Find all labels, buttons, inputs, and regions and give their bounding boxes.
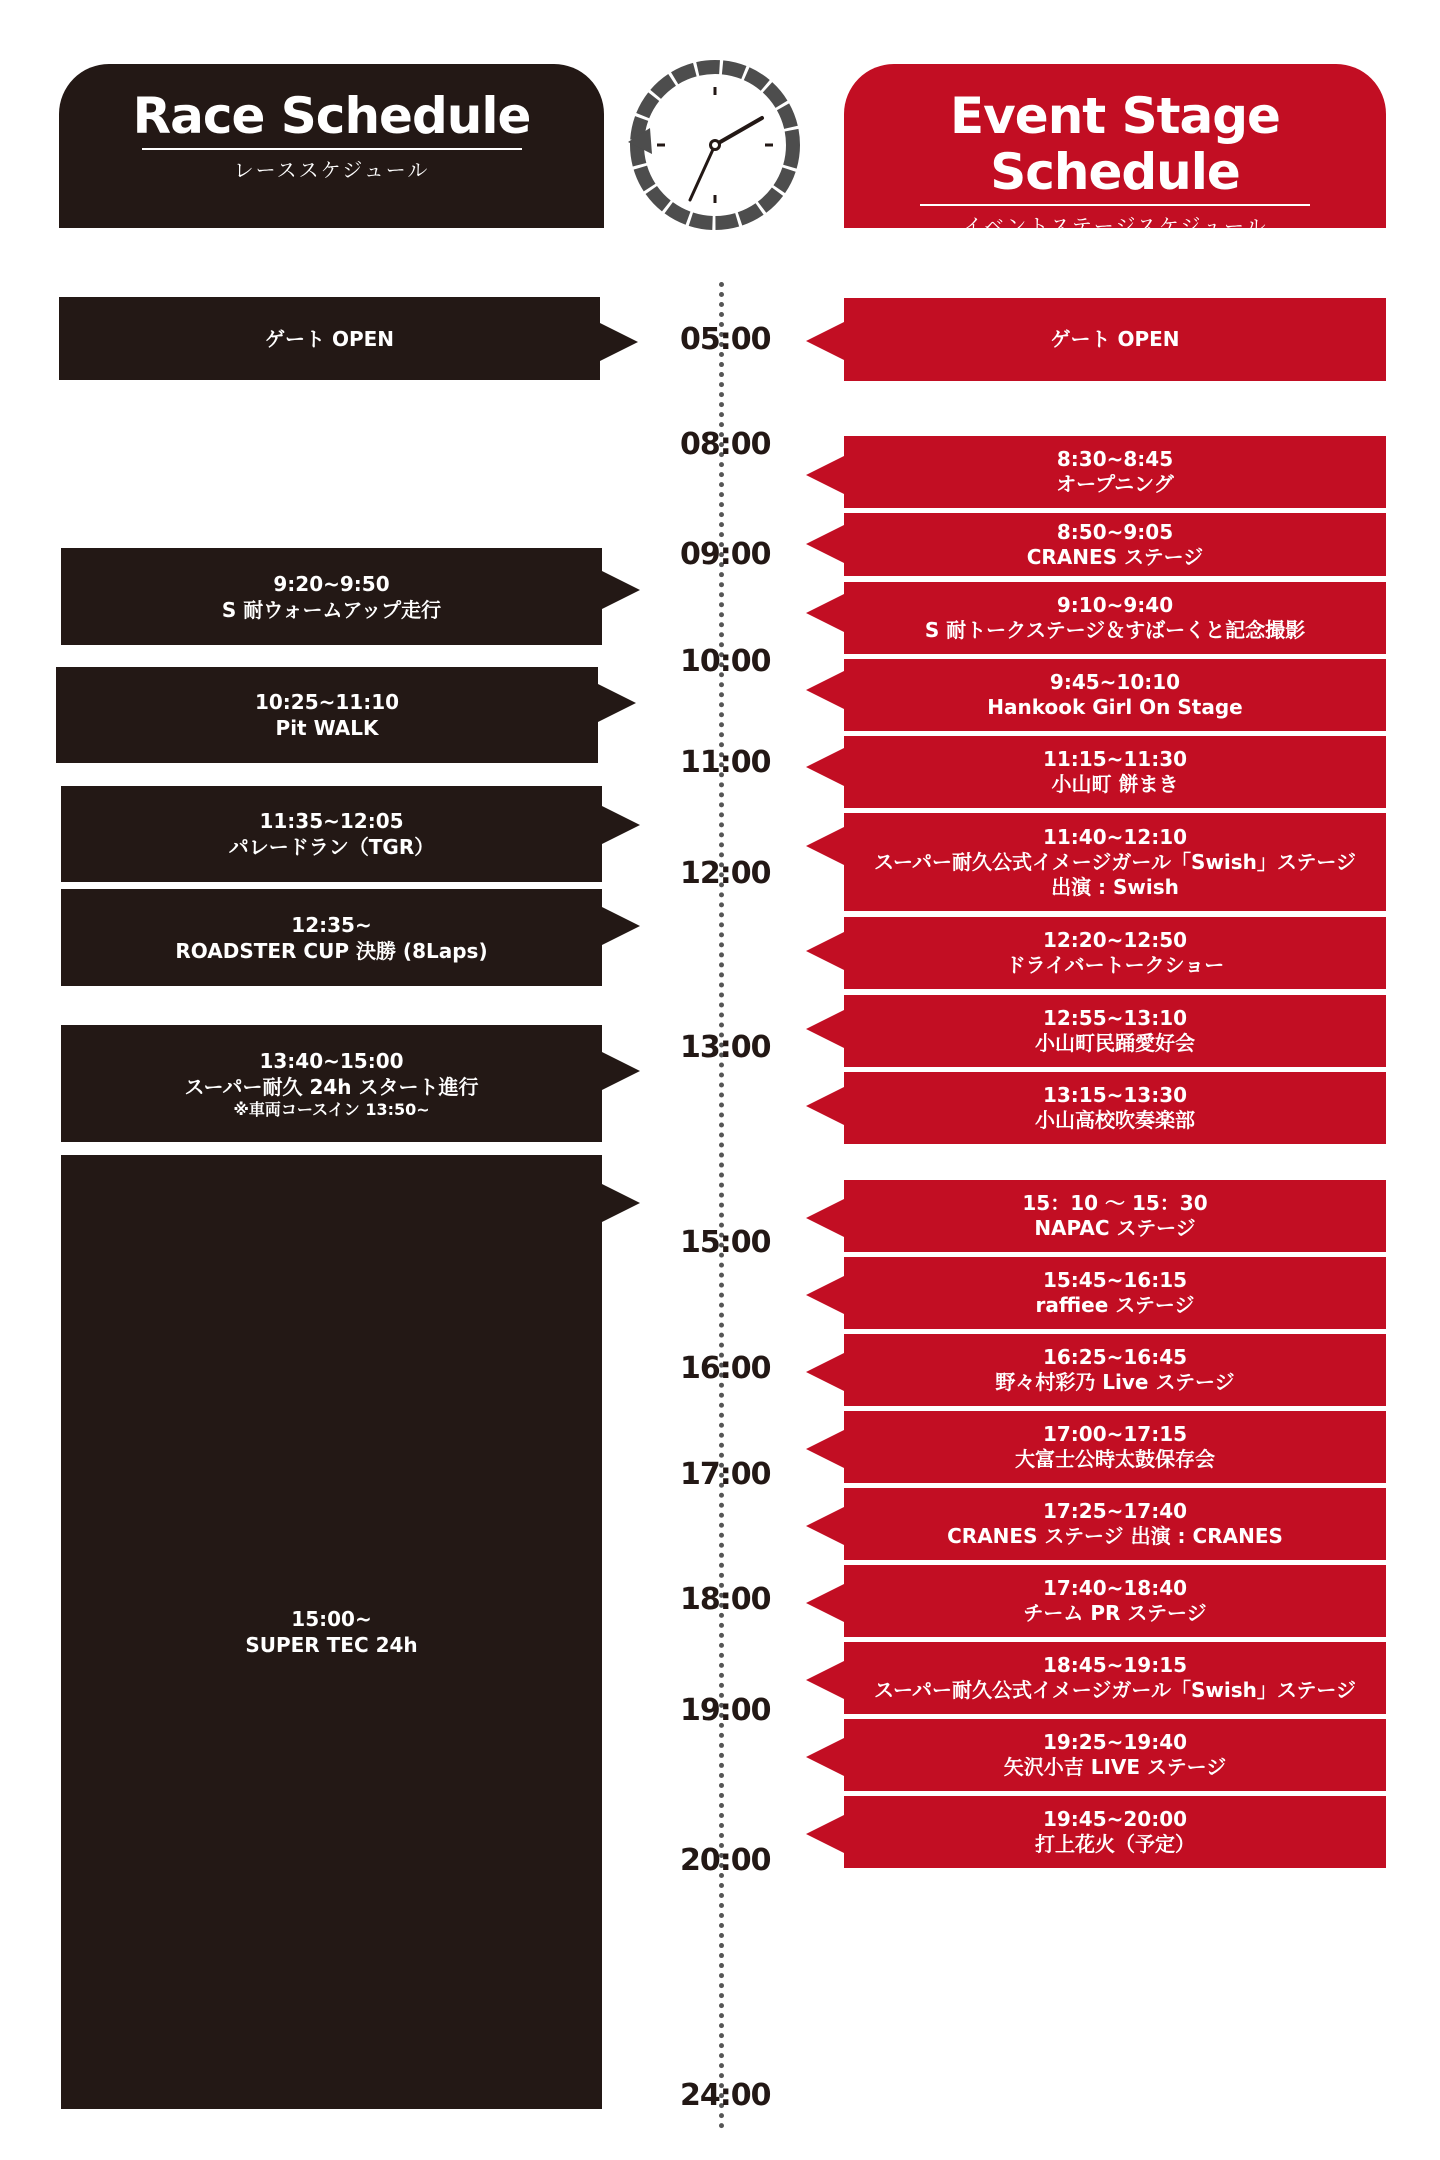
event-item (844, 736, 1386, 808)
event-arrow (806, 1815, 844, 1853)
race-arrow (600, 323, 638, 361)
event-item-time: 17:40~18:40 (1042, 1576, 1188, 1600)
time-label: 24:00 (680, 2078, 771, 2113)
event-item-title: Hankook Girl On Stage (987, 695, 1243, 719)
event-schedule-title: Event Stage Schedule (950, 87, 1280, 201)
event-item-time: 17:00~17:15 (1042, 1422, 1188, 1446)
event-arrow (806, 1353, 844, 1391)
time-label: 18:00 (680, 1582, 771, 1617)
event-arrow (806, 322, 844, 360)
event-item-time: 9:10~9:40 (1056, 593, 1174, 617)
event-item-time: 16:25~16:45 (1042, 1345, 1188, 1369)
event-item-title: 打上花火（予定） (1035, 1832, 1195, 1856)
event-arrow (806, 1507, 844, 1545)
event-arrow (806, 594, 844, 632)
event-item (844, 513, 1386, 576)
event-item (844, 659, 1386, 731)
event-item-title: raffiee ステージ (1035, 1293, 1195, 1317)
time-label: 20:00 (680, 1843, 771, 1878)
event-arrow (806, 525, 844, 563)
race-item-title: ゲート OPEN (264, 326, 395, 351)
event-item-time: 8:50~9:05 (1056, 519, 1174, 544)
race-item-time: 13:40~15:00 (259, 1048, 404, 1073)
event-item-time: 17:25~17:40 (1042, 1499, 1188, 1523)
race-arrow (602, 806, 640, 844)
event-item (844, 1488, 1386, 1560)
race-item (61, 548, 602, 645)
event-item (844, 1565, 1386, 1637)
race-item (61, 1155, 602, 2109)
event-item (844, 436, 1386, 508)
time-label: 09:00 (680, 537, 771, 572)
race-item-title: SUPER TEC 24h (245, 1633, 418, 1657)
event-item-title: 小山町 餅まき (1051, 772, 1179, 796)
event-item-time: 11:40~12:10 (1042, 824, 1188, 849)
event-item (844, 813, 1386, 911)
event-item-time: 15:45~16:15 (1042, 1268, 1188, 1292)
race-arrow (602, 571, 640, 609)
event-arrow (806, 1584, 844, 1622)
race-item-note: ※車両コースイン 13:50~ (233, 1099, 430, 1119)
event-item-time: 12:20~12:50 (1042, 928, 1188, 952)
race-arrow (602, 907, 640, 945)
event-item (844, 1719, 1386, 1791)
event-arrow (806, 1661, 844, 1699)
race-item-time: 12:35~ (291, 912, 372, 937)
event-arrow (806, 1276, 844, 1314)
event-arrow (806, 827, 844, 865)
race-arrow (602, 1052, 640, 1090)
event-item (844, 582, 1386, 654)
race-item-title: Pit WALK (275, 716, 379, 740)
event-item-title: チーム PR ステージ (1023, 1601, 1207, 1625)
race-schedule-title: Race Schedule (132, 87, 531, 145)
time-label: 08:00 (680, 427, 771, 462)
event-item (844, 1257, 1386, 1329)
race-item-title: S 耐ウォームアップ走行 (221, 597, 442, 622)
event-item (844, 298, 1386, 381)
event-arrow (806, 1430, 844, 1468)
event-item-time: 9:45~10:10 (1049, 670, 1181, 694)
event-item-title: CRANES ステージ 出演 : CRANES (947, 1524, 1283, 1548)
race-item-time: 15:00~ (291, 1607, 372, 1631)
event-item (844, 1180, 1386, 1252)
race-item (61, 1025, 602, 1142)
event-item-time: 15：10 〜 15：30 (1022, 1191, 1208, 1215)
race-item (61, 786, 602, 882)
event-item (844, 917, 1386, 989)
header-divider (920, 204, 1310, 206)
event-item-time: 11:15~11:30 (1042, 747, 1188, 771)
event-arrow (806, 1087, 844, 1125)
time-label: 12:00 (680, 856, 771, 891)
event-item-time: 12:55~13:10 (1042, 1006, 1188, 1030)
event-item-title: 小山高校吹奏楽部 (1035, 1108, 1195, 1132)
event-item-extra: 出演 : Swish (1051, 874, 1179, 899)
clock-icon (620, 50, 810, 240)
race-schedule-subtitle: レーススケジュール (233, 158, 430, 182)
event-arrow (806, 932, 844, 970)
event-item-title: CRANES ステージ (1026, 544, 1204, 569)
event-arrow (806, 671, 844, 709)
race-item-time: 11:35~12:05 (259, 809, 404, 833)
event-item-time: 13:15~13:30 (1042, 1083, 1188, 1107)
header-divider (142, 148, 522, 150)
event-item-time: 19:25~19:40 (1042, 1730, 1188, 1754)
event-item-title: NAPAC ステージ (1034, 1216, 1196, 1240)
time-label: 16:00 (680, 1351, 771, 1386)
event-item (844, 1072, 1386, 1144)
race-item-time: 9:20~9:50 (273, 571, 390, 596)
event-item-title: 小山町民踊愛好会 (1035, 1031, 1195, 1055)
event-schedule-subtitle: イベントステージスケジュール (962, 214, 1268, 238)
event-item-time: 19:45~20:00 (1042, 1807, 1188, 1831)
event-arrow (806, 1738, 844, 1776)
event-item-title: 矢沢小吉 LIVE ステージ (1003, 1755, 1227, 1779)
race-item (59, 297, 600, 380)
event-item-title: 野々村彩乃 Live ステージ (995, 1370, 1235, 1394)
time-label: 15:00 (680, 1225, 771, 1260)
race-item (56, 667, 598, 763)
event-item (844, 1642, 1386, 1714)
event-arrow (806, 456, 844, 494)
event-item (844, 1334, 1386, 1406)
race-item (61, 889, 602, 986)
event-item-title: ゲート OPEN (1050, 327, 1180, 351)
event-item-title: S 耐トークステージ＆すばーくと記念撮影 (924, 618, 1306, 642)
event-item-title: スーパー耐久公式イメージガール「Swish」ステージ (873, 1678, 1357, 1702)
event-schedule-header (844, 64, 1386, 238)
event-item (844, 1796, 1386, 1868)
event-item-title: ドライバートークショー (1005, 953, 1225, 977)
time-label: 19:00 (680, 1693, 771, 1728)
event-arrow (806, 748, 844, 786)
race-item-title: ROADSTER CUP 決勝 (8Laps) (175, 938, 488, 963)
event-item-time: 18:45~19:15 (1042, 1653, 1188, 1677)
race-arrow (598, 684, 636, 722)
event-arrow (806, 1010, 844, 1048)
event-item-time: 8:30~8:45 (1056, 447, 1174, 471)
time-label: 17:00 (680, 1457, 771, 1492)
event-item-title: スーパー耐久公式イメージガール「Swish」ステージ (873, 849, 1357, 874)
race-schedule-header (59, 64, 604, 228)
event-item-title: オープニング (1056, 472, 1174, 496)
race-item-time: 10:25~11:10 (254, 690, 400, 714)
event-item (844, 995, 1386, 1067)
event-arrow (806, 1199, 844, 1237)
race-item-title: パレードラン（TGR） (228, 835, 435, 859)
time-label: 05:00 (680, 322, 771, 357)
event-item-title: 大富士公時太鼓保存会 (1015, 1447, 1215, 1471)
event-item (844, 1411, 1386, 1483)
race-arrow (602, 1184, 640, 1222)
time-label: 10:00 (680, 644, 771, 679)
time-label: 11:00 (680, 745, 771, 780)
time-label: 13:00 (680, 1030, 771, 1065)
race-item-title: スーパー耐久 24h スタート進行 (184, 1074, 479, 1099)
